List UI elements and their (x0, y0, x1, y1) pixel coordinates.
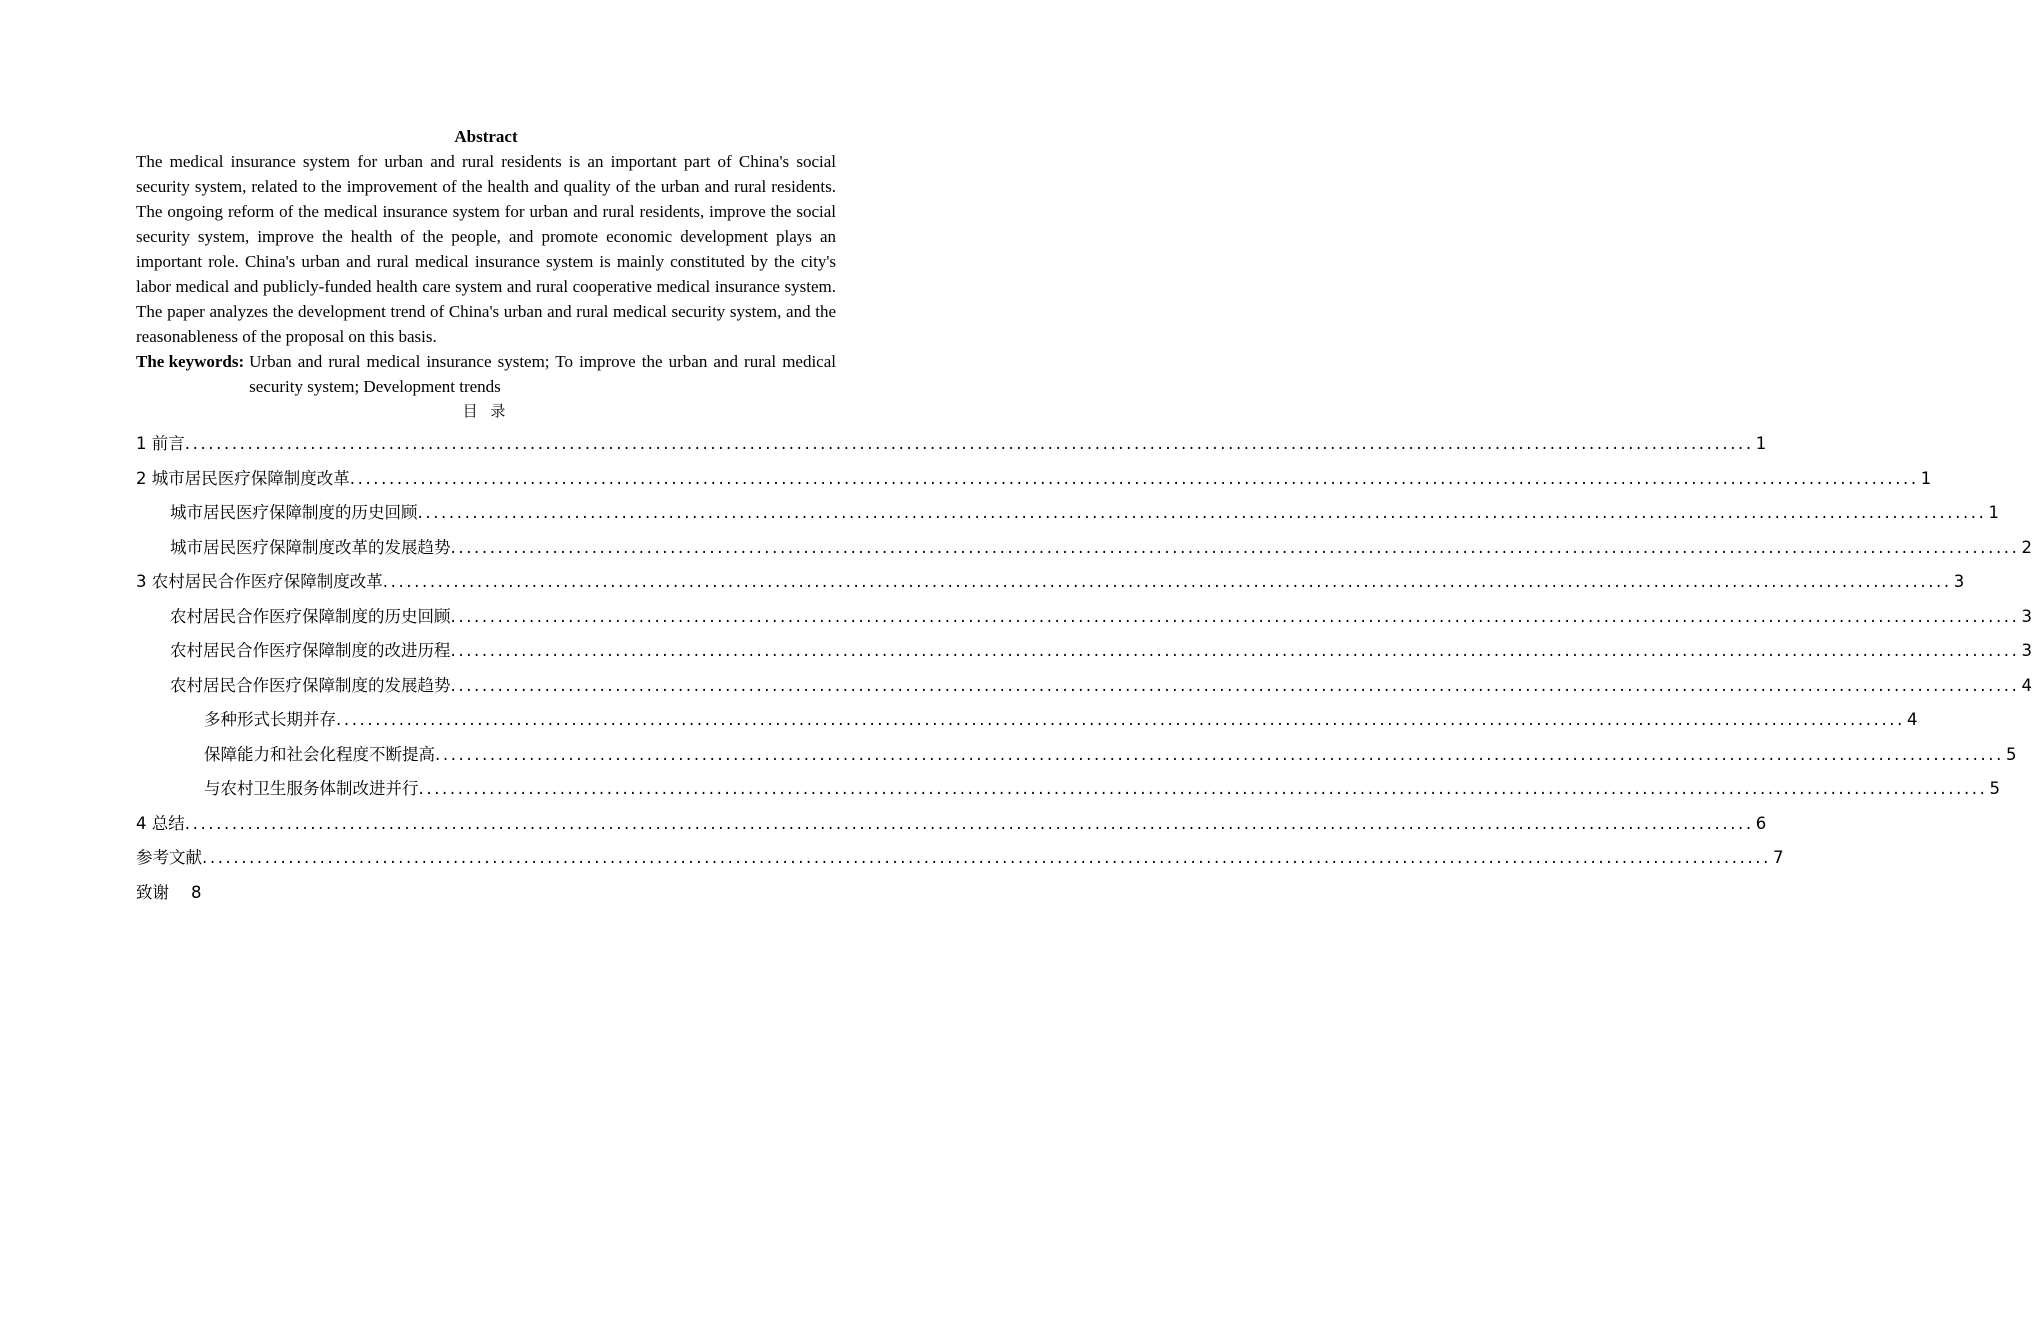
toc-entry-title: 多种形式长期并存 (204, 710, 336, 729)
toc-leader-dots: ........................................................................................................................................................................................................ (450, 537, 2020, 557)
document-page (136, 125, 2032, 910)
toc-entry-title: 参考文献 (136, 848, 202, 867)
toc-entry[interactable] (136, 876, 836, 911)
toc-leader-dots: ........................................................................................................................................................................................................ (336, 710, 1905, 729)
toc-entry-page: 1 (1920, 468, 1932, 488)
toc-entry-page: 1 (1755, 434, 1767, 453)
toc-entry-title: 保障能力和社会化程度不断提高 (204, 744, 435, 764)
toc-entry-page: 5 (1989, 779, 2000, 798)
toc-entry[interactable] (136, 841, 1784, 876)
toc-entry-title: 农村居民合作医疗保障制度的发展趋势 (170, 675, 451, 695)
toc-entry[interactable] (136, 738, 2017, 773)
toc-entry-title: 2 城市居民医疗保障制度改革 (136, 468, 350, 488)
toc-entry-title: 城市居民医疗保障制度改革的发展趋势 (170, 537, 451, 557)
toc-entry-title: 1 前言 (136, 434, 185, 453)
toc-leader-dots: ........................................................................................................................................................................................................ (184, 813, 1754, 833)
toc-entry[interactable] (136, 634, 2032, 669)
toc-entry[interactable] (136, 427, 1767, 462)
toc-entry[interactable] (136, 531, 2032, 566)
toc-leader-dots: ........................................................................................................................................................................................................ (184, 434, 1754, 453)
toc-entry[interactable] (136, 565, 1965, 600)
abstract-title: Abstract (454, 127, 518, 146)
toc-entry-page: 1 (1988, 503, 1999, 522)
toc-entry-page: 3 (1953, 572, 1965, 591)
toc-entry[interactable] (136, 807, 1767, 842)
toc-entry[interactable] (136, 462, 1932, 497)
toc-entry-page: 2 (2021, 537, 2032, 557)
keywords-label: The keywords: (136, 352, 245, 371)
keywords-text: Urban and rural medical insurance system; To improve the urban and rural medical security system; Development trends (249, 352, 836, 396)
toc-entry[interactable] (136, 600, 2032, 635)
toc-entry-title: 3 农村居民合作医疗保障制度改革 (136, 572, 383, 591)
toc-entry-title: 4 总结 (136, 813, 185, 833)
toc-entry-title: 致谢 (136, 882, 169, 902)
toc-entry[interactable] (136, 669, 2032, 704)
toc-entry[interactable] (136, 703, 1918, 738)
toc-leader-dots: ........................................................................................................................................................................................................ (417, 503, 1987, 522)
toc-leader-dots: ........................................................................................................................................................................................................ (450, 675, 2020, 695)
toc-entry[interactable] (136, 496, 1999, 531)
toc-entry-title: 城市居民医疗保障制度的历史回顾 (170, 503, 418, 522)
toc-entry[interactable] (136, 772, 2000, 807)
toc-leader-dots: ........................................................................................................................................................................................................ (450, 641, 2020, 660)
keywords (136, 349, 836, 399)
toc-leader-dots: ........................................................................................................................................................................................................ (450, 606, 2020, 626)
toc-entry-title: 农村居民合作医疗保障制度的改进历程 (170, 641, 451, 660)
toc-entry-page: 3 (2021, 606, 2032, 626)
toc-leader-dots: ........................................................................................................................................................................................................ (202, 848, 1771, 867)
table-of-contents (136, 427, 2032, 910)
toc-leader-dots: ........................................................................................................................................................................................................ (349, 468, 1919, 488)
toc-leader-dots: ........................................................................................................................................................................................................ (382, 572, 1952, 591)
toc-entry-page: 8 (191, 882, 202, 902)
toc-entry-title: 与农村卫生服务体制改进并行 (204, 779, 419, 798)
toc-entry-title: 农村居民合作医疗保障制度的历史回顾 (170, 606, 451, 626)
abstract-body: The medical insurance system for urban and rural residents is an important part of China's social security system, related to the improvement of the health and quality of the urban and rural residents. The ongoing reform of the medical insurance system for urban and rural residents, improve the social security system, improve the health of the people, and promote economic development plays an important role. China's urban and rural medical insurance system is mainly constituted by the city's labor medical and publicly-funded health care system and rural cooperative medical insurance system. The paper analyzes the development trend of China's urban and rural medical security system, and the reasonableness of the proposal on this basis. (136, 152, 836, 346)
toc-entry-page: 4 (1906, 710, 1918, 729)
toc-title: 目 录 (462, 402, 510, 420)
toc-entry-page: 6 (1755, 813, 1767, 833)
toc-entry-page: 4 (2021, 675, 2032, 695)
toc-leader-dots: ........................................................................................................................................................................................................ (418, 779, 1988, 798)
toc-entry-page: 5 (2005, 744, 2017, 764)
toc-leader-dots: ........................................................................................................................................................................................................ (435, 744, 2004, 764)
toc-entry-page: 3 (2021, 641, 2032, 660)
toc-entry-page: 7 (1772, 848, 1784, 867)
